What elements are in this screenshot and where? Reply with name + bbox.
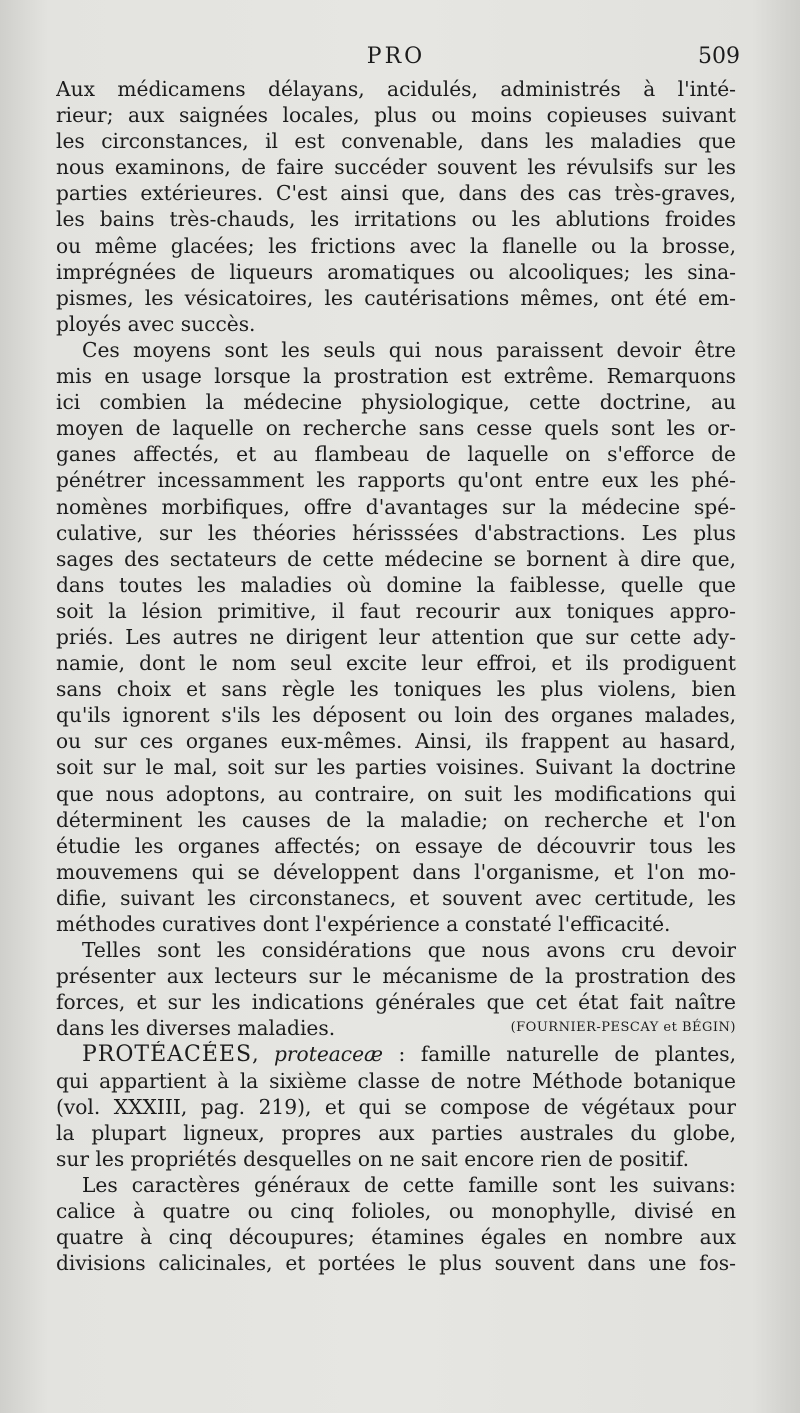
text-line: les circonstances, il est convenable, dans les maladies que <box>56 129 736 154</box>
text-line: (vol. XXXIII, pag. 219), et qui se compose de végétaux pour <box>56 1094 736 1119</box>
text-line: imprégnées de liqueurs aromatiques ou alcooliques; les sina- <box>56 259 736 284</box>
closing-text: dans les diverses maladies. <box>56 1016 336 1041</box>
text-line: présenter aux lecteurs sur le mécanisme de la prostration des <box>56 964 736 989</box>
text-line: priés. Les autres ne dirigent leur attention que sur cette ady- <box>56 624 736 649</box>
closing-line <box>56 1015 736 1041</box>
text-line: dans toutes les maladies où domine la faiblesse, quelle que <box>56 572 736 597</box>
text-line: ployés avec succès. <box>56 311 256 336</box>
text-line: la plupart ligneux, propres aux parties australes du globe, <box>56 1120 736 1145</box>
paragraph-start: Les caractères généraux de cette famille sont les suivans: <box>82 1172 736 1197</box>
text-line: soit sur le mal, soit sur les parties voisines. Suivant la doctrine <box>56 755 736 780</box>
entry-first-line: PROTÉACÉES, proteaceæ : famille naturelle de plantes, <box>82 1042 736 1068</box>
text-line: moyen de laquelle on recherche sans cesse quels sont les or- <box>56 416 736 441</box>
page-header <box>56 44 740 78</box>
text-line: divisions calicinales, et portées le plus souvent dans une fos- <box>56 1251 736 1276</box>
text-line: sur les propriétés desquelles on ne sait encore rien de positif. <box>56 1146 690 1171</box>
author-signature: (FOURNIER-PESCAY et BÉGIN) <box>510 1020 736 1036</box>
text-line: quatre à cinq découpures; étamines égales en nombre aux <box>56 1225 736 1250</box>
text-line: ou sur ces organes eux-mêmes. Ainsi, ils frappent au hasard, <box>56 729 736 754</box>
text-line: mis en usage lorsque la prostration est extrême. Remarquons <box>56 364 736 389</box>
text-line: sans choix et sans règle les toniques les plus violens, bien <box>56 677 736 702</box>
text-line: forces, et sur les indications générales que cet état fait naître <box>56 990 736 1015</box>
entry-headword: PROTÉACÉES <box>82 1042 253 1068</box>
text-line: nomènes morbifiques, offre d'avantages sur la médecine spé- <box>56 494 736 519</box>
text-line: soit la lésion primitive, il faut recourir aux toniques appro- <box>56 598 736 623</box>
text-line: qu'ils ignorent s'ils les déposent ou loin des organes malades, <box>56 703 736 728</box>
text-line: pénétrer incessamment les rapports qu'ont entre eux les phé- <box>56 468 736 493</box>
paragraph-start: Ces moyens sont les seuls qui nous paraissent devoir être <box>82 337 736 362</box>
text-line: calice à quatre ou cinq folioles, ou monophylle, divisé en <box>56 1199 736 1224</box>
text-line: nous examinons, de faire succéder souvent les révulsifs sur les <box>56 155 736 180</box>
text-line: déterminent les causes de la maladie; on recherche et l'on <box>56 807 736 832</box>
text-line: Aux médicamens délayans, acidulés, administrés à l'inté- <box>56 77 736 101</box>
paragraph-start: Telles sont les considérations que nous avons cru devoir <box>82 938 736 963</box>
text-line: que nous adoptons, au contraire, on suit les modifications qui <box>56 781 736 806</box>
page-body <box>56 76 736 1276</box>
text-line: mouvemens qui se développent dans l'organisme, et l'on mo- <box>56 859 736 884</box>
entry-definition-start: : famille naturelle de plantes, <box>398 1042 736 1067</box>
text-line: sages des sectateurs de cette médecine se bornent à dire que, <box>56 546 736 571</box>
text-line: les bains très-chauds, les irritations ou les ablutions froides <box>56 207 736 232</box>
entry-latin-name: proteaceæ <box>273 1042 384 1067</box>
running-head: PRO <box>366 44 426 69</box>
text-line: culative, sur les théories hérisssées d'abstractions. Les plus <box>56 520 736 545</box>
text-line: ou même glacées; les frictions avec la flanelle ou la brosse, <box>56 233 736 258</box>
page-number: 509 <box>698 44 740 69</box>
text-line: pismes, les vésicatoires, les cautérisations mêmes, ont été em- <box>56 285 736 310</box>
text-line: rieur; aux saignées locales, plus ou moins copieuses suivant <box>56 103 736 128</box>
text-line: méthodes curatives dont l'expérience a constaté l'efficacité. <box>56 912 671 936</box>
text-line: ici combien la médecine physiologique, cette doctrine, au <box>56 390 736 415</box>
text-line: parties extérieures. C'est ainsi que, dans des cas très-graves, <box>56 181 736 206</box>
text-line: étudie les organes affectés; on essaye de découvrir tous les <box>56 833 736 858</box>
text-line: ganes affectés, et au flambeau de laquelle on s'efforce de <box>56 442 736 467</box>
text-line: difie, suivant les circonstanecs, et souvent avec certitude, les <box>56 885 736 910</box>
text-line: namie, dont le nom seul excite leur effroi, et ils prodiguent <box>56 651 736 676</box>
text-line: qui appartient à la sixième classe de notre Méthode botanique <box>56 1068 736 1093</box>
